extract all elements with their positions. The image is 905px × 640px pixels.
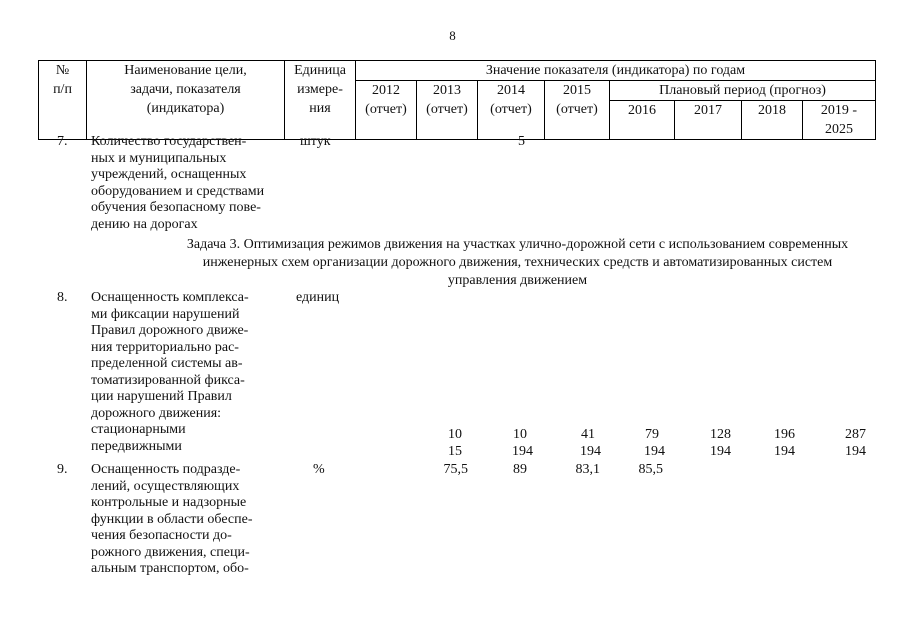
row-8-mobile-2013: 194 (512, 444, 533, 459)
header-col-name: Наименование цели, задачи, показателя (индикатора) (87, 61, 285, 140)
header-year-2012: 2012 (отчет) (356, 81, 417, 140)
row-8-unit: единиц (296, 290, 340, 305)
row-7-name: Количество государствен- ных и муниципальных учреждений, оснащенных оборудованием и средствами обучения безопасному пове- дению на дорогах (91, 134, 265, 232)
row-8-stationary-2012: 10 (448, 427, 462, 442)
row-9-value-2012: 75,5 (443, 462, 468, 477)
header-col-unit: Единица измере- ния (285, 61, 356, 140)
row-8-stationary-2018: 287 (845, 427, 866, 442)
row-9-name: Оснащенность подразде- лений, осуществляющих контрольные и надзорные функции в области обеспе- чения безопасности до- рожного движения, специ- альным транспортом, обо- (91, 462, 253, 576)
header-values-title: Значение показателя (индикатора) по годам (356, 61, 876, 81)
header-planned-title: Плановый период (прогноз) (610, 81, 876, 101)
header-year-2018: 2018 (742, 101, 803, 140)
header-year-2015: 2015 (отчет) (545, 81, 610, 140)
row-9-value-2014: 83,1 (575, 462, 600, 477)
row-9-unit: % (313, 462, 325, 477)
row-7-unit: штук (300, 134, 331, 149)
row-8-stationary-2015: 79 (645, 427, 659, 442)
row-8-mobile-2017: 194 (774, 444, 795, 459)
header-year-2016: 2016 (610, 101, 675, 140)
page-number: 8 (449, 28, 456, 43)
row-8-stationary-2014: 41 (581, 427, 595, 442)
row-8-stationary-2017: 196 (774, 427, 795, 442)
row-9-value-2015: 85,5 (638, 462, 663, 477)
row-7-number: 7. (57, 134, 68, 149)
row-7-value-2014: 5 (518, 134, 525, 149)
header-year-2019-2025: 2019 - 2025 (803, 101, 876, 140)
row-8-name: Оснащенность комплекса- ми фиксации нарушений Правил дорожного движе- ния территориально рас- пределенной системы ав- томатизированной фикса- ции нарушений Правил дорожного движения: стационарными передвижными (91, 290, 249, 454)
row-8-number: 8. (57, 290, 68, 305)
row-8-mobile-2018: 194 (845, 444, 866, 459)
row-9-number: 9. (57, 462, 68, 477)
row-8-mobile-2014: 194 (580, 444, 601, 459)
row-8-stationary-2013: 10 (513, 427, 527, 442)
header-year-2013: 2013 (отчет) (417, 81, 478, 140)
row-9-value-2013: 89 (513, 462, 527, 477)
row-8-mobile-2015: 194 (644, 444, 665, 459)
row-8-stationary-2016: 128 (710, 427, 731, 442)
task-3-heading: Задача 3. Оптимизация режимов движения на участках улично-дорожной сети с использованием современных инженерных схем организации дорожного движения, технических средств и автоматизированных систем управления движением (186, 237, 849, 288)
row-8-mobile-2016: 194 (710, 444, 731, 459)
table-header (38, 60, 876, 140)
header-year-2014: 2014 (отчет) (478, 81, 545, 140)
row-8-mobile-2012: 15 (448, 444, 462, 459)
header-col-number: № п/п (39, 61, 87, 140)
header-year-2017: 2017 (675, 101, 742, 140)
